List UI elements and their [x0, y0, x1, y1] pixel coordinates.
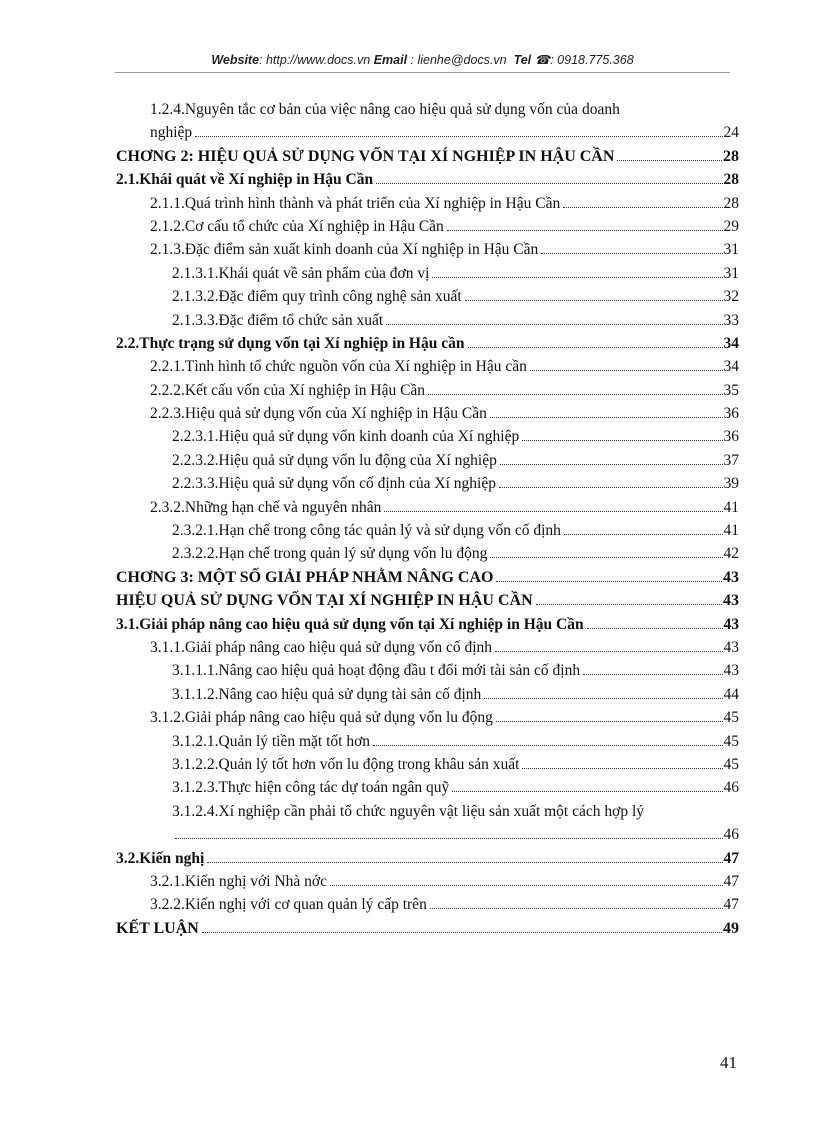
toc-entry[interactable]	[116, 519, 739, 542]
toc-page-number: 44	[723, 685, 739, 703]
toc-page-number: 39	[723, 475, 739, 493]
dot-leader	[207, 861, 722, 863]
tel-value: : 0918.775.368	[550, 53, 634, 67]
toc-page-number: 31	[723, 241, 739, 259]
toc-entry-title: 2.3.2.Những hạn chế và nguyên nhân	[150, 498, 382, 516]
toc-page-number: 33	[723, 311, 739, 329]
dot-leader	[499, 486, 723, 488]
toc-page-number: 43	[723, 592, 739, 610]
toc-entry[interactable]	[116, 449, 739, 472]
dot-leader	[447, 229, 723, 231]
toc-page-number: 43	[723, 638, 739, 656]
toc-entry-title: 2.1.1.Quá trình hình thành và phát triển của Xí nghiệp in Hậu Cần	[150, 194, 561, 212]
dot-leader	[195, 135, 722, 137]
dot-leader	[522, 439, 722, 441]
toc-entry[interactable]	[116, 145, 739, 168]
toc-entry-title: 2.1.3.1.Khái quát về sản phẩm của đơn vị	[172, 264, 430, 282]
dot-leader	[536, 603, 722, 605]
dot-leader	[384, 510, 722, 512]
toc-entry[interactable]	[116, 238, 739, 261]
toc-entry-title: CHƠNG 2: HIỆU QUẢ SỬ DỤNG VỐN TẠI XÍ NGHIỆP IN HẬU CẦN	[116, 147, 615, 165]
dot-leader	[563, 206, 722, 208]
toc-entry-title: 2.2.2.Kết cấu vốn của Xí nghiệp in Hậu Cần	[150, 381, 426, 399]
toc-entry[interactable]	[116, 355, 739, 378]
toc-entry-text: 3.1.2.4.Xí nghiệp cần phải tổ chức nguyên vật liệu sản xuất một cách hợp lý	[172, 802, 645, 820]
toc-entry-title: 2.1.3.3.Đặc điểm tổ chức sản xuất	[172, 311, 384, 329]
toc-entry-title: 2.3.2.1.Hạn chế trong công tác quản lý và sử dụng vốn cố định	[172, 522, 561, 540]
toc-entry[interactable]	[116, 192, 739, 215]
toc-entry[interactable]	[116, 659, 739, 682]
toc-entry-title: CHƠNG 3: MỘT SỐ GIẢI PHÁP NHẰM NÂNG CAO	[116, 568, 494, 586]
toc-entry-title: KẾT LUẬN	[116, 919, 199, 937]
toc-entry[interactable]	[116, 636, 739, 659]
toc-page-number: 31	[723, 264, 739, 282]
toc-page-number: 43	[723, 615, 739, 633]
toc-page-number: 46	[723, 826, 739, 844]
toc-entry-title: 2.3.2.2.Hạn chế trong quản lý sử dụng vốn lu động	[172, 545, 488, 563]
website-value: : http://www.docs.vn	[259, 53, 371, 67]
email-value: : lienhe@docs.vn	[410, 53, 507, 67]
toc-entry[interactable]	[116, 776, 739, 799]
toc-page-number: 46	[723, 779, 739, 797]
toc-entry-title: HIỆU QUẢ SỬ DỤNG VỐN TẠI XÍ NGHIỆP IN HẬU CẦN	[116, 592, 533, 610]
toc-page-number: 32	[723, 288, 739, 306]
toc-entry-title: 3.1.1.2.Nâng cao hiệu quả sử dụng tài sản cố định	[172, 685, 482, 703]
toc-page-number: 28	[723, 194, 739, 212]
toc-entry[interactable]	[116, 98, 739, 145]
dot-leader	[541, 252, 722, 254]
toc-page-number: 41	[723, 498, 739, 516]
toc-page-number: 45	[723, 755, 739, 773]
toc-entry-title: 3.1.2.2.Quản lý tốt hơn vốn lu động trong khâu sản xuất	[172, 755, 520, 773]
dot-leader	[468, 346, 723, 348]
dot-leader	[587, 627, 723, 629]
toc-entry-title: 2.2.3.Hiệu quả sử dụng vốn của Xí nghiệp in Hậu Cần	[150, 405, 487, 423]
toc-entry[interactable]	[116, 893, 739, 916]
dot-leader	[432, 276, 722, 278]
toc-page-number: 36	[723, 428, 739, 446]
dot-leader	[564, 533, 723, 535]
dot-leader	[175, 837, 723, 839]
toc-page-number: 42	[723, 545, 739, 563]
email-label: Email	[373, 53, 408, 67]
website-label: Website	[211, 53, 260, 67]
toc-entry[interactable]	[116, 496, 739, 519]
dot-leader	[465, 299, 723, 301]
toc-entry-title: 3.1.1.1.Nâng cao hiệu quả hoạt động đầu t đổi mới tài sản cố định	[172, 662, 581, 680]
toc-entry-title: 2.2.3.3.Hiệu quả sử dụng vốn cố định của Xí nghiệp	[172, 475, 496, 493]
toc-page-number: 37	[723, 451, 739, 469]
toc-entry[interactable]	[116, 379, 739, 402]
toc-page-number: 47	[723, 896, 739, 914]
toc-entry-title: 2.1.Khái quát về Xí nghiệp in Hậu Cần	[116, 171, 374, 189]
toc-page-number: 24	[723, 124, 739, 142]
dot-leader	[500, 463, 723, 465]
dot-leader	[452, 790, 722, 792]
dot-leader	[376, 182, 722, 184]
toc-page-number: 47	[723, 849, 739, 867]
toc-entry[interactable]	[116, 262, 739, 285]
toc-entry-title: 2.2.1.Tình hình tổ chức nguồn vốn của Xí nghiệp in Hậu cần	[150, 358, 527, 376]
toc-page-number: 43	[723, 662, 739, 680]
dot-leader	[522, 767, 722, 769]
toc-entry-title: 2.1.3.2.Đặc điểm quy trình công nghệ sản xuất	[172, 288, 462, 306]
toc-page-number: 41	[723, 522, 739, 540]
toc-page-number: 49	[723, 919, 739, 937]
toc-entry[interactable]	[116, 589, 739, 612]
toc-entry[interactable]	[116, 402, 739, 425]
toc-entry[interactable]	[116, 870, 739, 893]
toc-page-number: 34	[723, 334, 739, 352]
dot-leader	[330, 884, 723, 886]
toc-entry[interactable]	[116, 566, 739, 589]
toc-entry-first-line	[116, 800, 739, 823]
dot-leader	[430, 907, 723, 909]
toc-entry-title: 2.2.3.1.Hiệu quả sử dụng vốn kinh doanh của Xí nghiệp	[172, 428, 520, 446]
dot-leader	[386, 323, 722, 325]
toc-entry[interactable]	[116, 542, 739, 565]
toc-entry[interactable]	[116, 332, 739, 355]
toc-entry-title: 3.1.1.Giải pháp nâng cao hiệu quả sử dụng vốn cố định	[150, 638, 493, 656]
dot-leader	[495, 650, 722, 652]
toc-entry-title: 2.2.Thực trạng sử dụng vốn tại Xí nghiệp in Hậu cần	[116, 334, 465, 352]
dot-leader	[530, 369, 723, 371]
page-number: 41	[720, 1053, 737, 1072]
toc-page-number: 28	[723, 147, 739, 165]
toc-entry-text: 1.2.4.Nguyên tắc cơ bản của việc nâng cao hiệu quả sử dụng vốn của doanh	[150, 101, 620, 118]
table-of-contents	[116, 98, 739, 940]
toc-entry-title: 2.2.3.2.Hiệu quả sử dụng vốn lu động của Xí nghiệp	[172, 451, 497, 469]
toc-entry-title: nghiệp	[150, 124, 193, 142]
toc-entry[interactable]	[116, 309, 739, 332]
toc-page-number: 36	[723, 405, 739, 423]
dot-leader	[490, 556, 722, 558]
dot-leader	[428, 393, 722, 395]
toc-entry[interactable]	[116, 753, 739, 776]
toc-page-number: 47	[723, 872, 739, 890]
dot-leader	[496, 720, 723, 722]
toc-entry-first-line	[116, 98, 739, 121]
toc-page-number: 34	[723, 358, 739, 376]
toc-entry-title: 3.1.2.Giải pháp nâng cao hiệu quả sử dụng vốn lu động	[150, 709, 493, 727]
toc-entry[interactable]	[116, 706, 739, 729]
toc-page-number: 43	[723, 568, 739, 586]
dot-leader	[490, 416, 723, 418]
toc-entry[interactable]	[116, 168, 739, 191]
phone-icon: ☎	[534, 53, 551, 67]
toc-entry[interactable]	[116, 472, 739, 495]
toc-entry-title: 3.2.1.Kiến nghị với Nhà nớc	[150, 872, 327, 890]
dot-leader	[496, 580, 722, 582]
toc-entry[interactable]	[116, 285, 739, 308]
toc-page-number: 28	[723, 171, 739, 189]
toc-page-number: 45	[723, 709, 739, 727]
toc-entry-title: 3.2.2.Kiến nghị với cơ quan quản lý cấp trên	[150, 896, 427, 914]
toc-entry[interactable]	[116, 613, 739, 636]
toc-entry-title: 3.2.Kiến nghị	[116, 849, 205, 867]
toc-page-number: 29	[723, 217, 739, 235]
dot-leader	[583, 673, 722, 675]
dot-leader	[617, 159, 722, 161]
toc-page-number: 35	[723, 381, 739, 399]
toc-entry[interactable]	[116, 917, 739, 940]
toc-entry[interactable]	[116, 683, 739, 706]
page-header	[115, 50, 730, 73]
toc-entry[interactable]	[116, 425, 739, 448]
dot-leader	[484, 697, 722, 699]
toc-entry[interactable]	[116, 800, 739, 847]
toc-entry[interactable]	[116, 847, 739, 870]
tel-label: Tel	[513, 53, 532, 67]
dot-leader	[373, 744, 722, 746]
toc-entry-title: 3.1.2.3.Thực hiện công tác dự toán ngân quỹ	[172, 779, 450, 797]
toc-entry[interactable]	[116, 730, 739, 753]
toc-entry-title: 2.1.3.Đặc điểm sản xuất kinh doanh của Xí nghiệp in Hậu Cần	[150, 241, 539, 259]
toc-page-number: 45	[723, 732, 739, 750]
toc-entry[interactable]	[116, 215, 739, 238]
toc-entry-title: 2.1.2.Cơ cấu tổ chức của Xí nghiệp in Hậu Cần	[150, 217, 444, 235]
toc-entry-title: 3.1.2.1.Quản lý tiền mặt tốt hơn	[172, 732, 371, 750]
dot-leader	[202, 931, 722, 933]
toc-entry-title: 3.1.Giải pháp nâng cao hiệu quả sử dụng vốn tại Xí nghiệp in Hậu Cần	[116, 615, 584, 633]
